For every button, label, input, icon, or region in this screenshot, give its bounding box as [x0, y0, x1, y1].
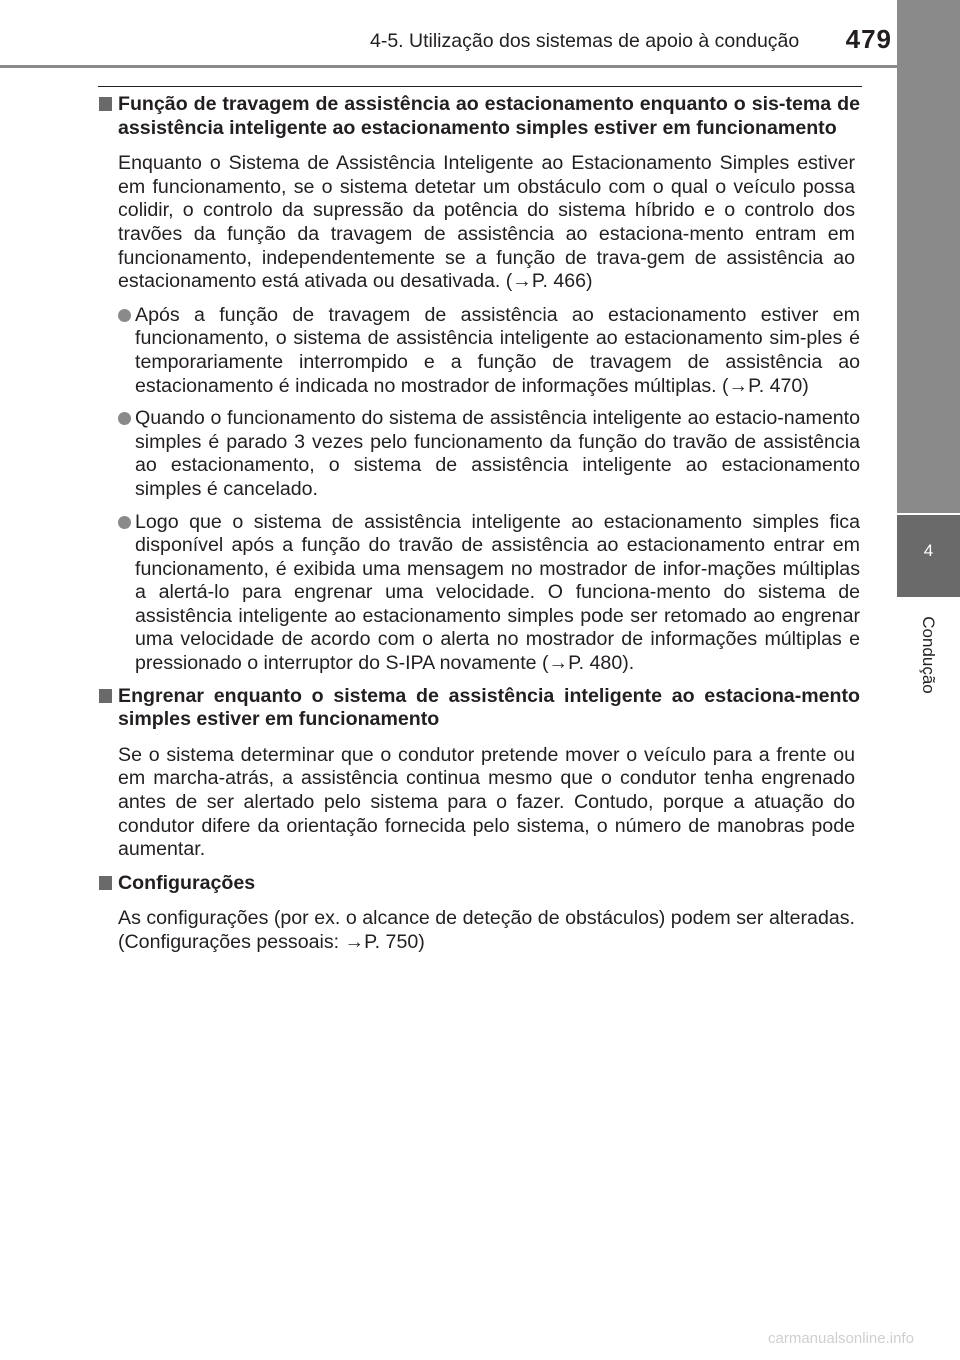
section-heading — [98, 872, 860, 896]
section-heading — [98, 685, 860, 732]
chapter-label-container — [897, 600, 960, 710]
section-paragraph: Se o sistema determinar que o condutor pretende mover o veículo para a frente ou em marcha-atrás, a assistência continua mesmo que o condutor tenha engrenado antes de ser alertado pelo sistema para o fazer. Contudo, porque a atuação do condutor difere da orientação fornecida pelo sistema, o número de manobras pode aumentar. — [118, 743, 855, 861]
circle-bullet-icon — [118, 516, 131, 529]
circle-bullet-icon — [118, 309, 131, 322]
page-number: 479 — [845, 24, 892, 54]
bullet-text: Quando o funcionamento do sistema de assistência inteligente ao estacio-namento simples é parado 3 vezes pelo funcionamento da função do travão de assistência ao estacionamento, o sistema de assistência inteligente ao estacionamento simples é cancelado. — [135, 407, 860, 500]
square-bullet-icon — [99, 689, 112, 703]
section-heading-text: Engrenar enquanto o sistema de assistência inteligente ao estaciona-mento simples estiver em funcionamento — [118, 684, 860, 731]
bullet-text: Logo que o sistema de assistência inteligente ao estacionamento simples fica disponível após a função do travão de assistência ao estacionamento entrar em funcionamento, é exibida uma mensagem no mostrador de infor-mações múltiplas a alertá-lo para engrenar uma velocidade. O funciona-mento do sistema de assistência inteligente ao estacionamento simples pode ser retomado ao engrenar uma velocidade de acordo com o alerta no mostrador de informações múltiplas e pressionado o interruptor do S-IPA novamente (→P. 480). — [135, 510, 860, 675]
side-tab-bar — [897, 0, 960, 513]
chapter-label: Condução — [919, 616, 938, 694]
content-top-rule — [98, 86, 862, 87]
header-rule — [0, 65, 960, 68]
section-paragraph: Enquanto o Sistema de Assistência Inteligente ao Estacionamento Simples estiver em funcionamento, se o sistema detetar um obstáculo com o qual o veículo possa colidir, o controlo da supressão da potência do sistema híbrido e o controlo dos travões da função da travagem de assistência ao estaciona-mento entram em funcionamento, independentemente se a função de trava-gem de assistência ao estacionamento está ativada ou desativada. (→P. 466) — [118, 152, 855, 293]
header-section-title: 4-5. Utilização dos sistemas de apoio à condução — [370, 30, 800, 52]
bullet-item — [98, 304, 860, 398]
circle-bullet-icon — [118, 412, 131, 425]
square-bullet-icon — [99, 97, 112, 111]
bullet-text: Após a função de travagem de assistência ao estacionamento estiver em funcionamento, o sistema de assistência inteligente ao estacionamento sim-ples é temporariamente interrompido e a função de travagem de assistência ao estacionamento é indicada no mostrador de informações múltiplas. (→P. 470) — [135, 303, 860, 397]
square-bullet-icon — [99, 876, 112, 890]
bullet-item — [98, 511, 860, 676]
chapter-number: 4 — [923, 541, 934, 560]
page-content — [98, 93, 860, 965]
section-heading — [98, 93, 860, 140]
bullet-item — [98, 407, 860, 501]
watermark: carmanualsonline.info — [768, 1330, 914, 1347]
section-heading-text: Função de travagem de assistência ao estacionamento enquanto o sis-tema de assistência inteligente ao estacionamento simples estiver em funcionamento — [118, 93, 860, 139]
section-heading-text: Configurações — [118, 871, 256, 894]
section-paragraph: As configurações (por ex. o alcance de deteção de obstáculos) podem ser alteradas. (Configurações pessoais: →P. 750) — [118, 907, 855, 953]
